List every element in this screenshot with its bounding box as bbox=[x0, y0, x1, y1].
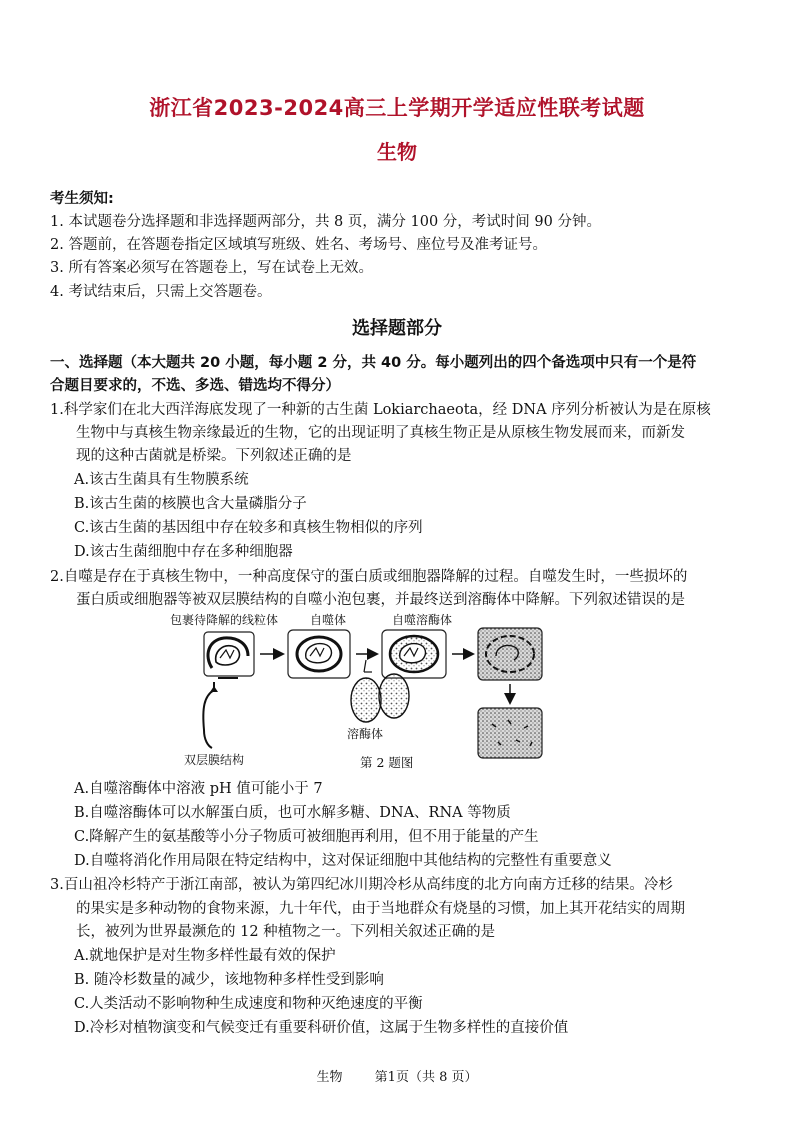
question-2-option-a: A.自噬溶酶体中溶液 pH 值可能小于 7 bbox=[74, 781, 323, 797]
page-footer bbox=[0, 1066, 794, 1085]
question-2-option-d: D.自噬将消化作用局限在特定结构中，这对保证细胞中其他结构的完整性有重要意义 bbox=[74, 853, 612, 869]
stage-2-autophagosome bbox=[288, 630, 350, 678]
notice-heading: 考生须知: bbox=[50, 191, 114, 207]
subject-title: 生物 bbox=[377, 140, 417, 164]
label-autophagosome: 自噬体 bbox=[310, 613, 347, 627]
question-2-option-b: B.自噬溶酶体可以水解蛋白质，也可水解多糖、DNA、RNA 等物质 bbox=[74, 805, 511, 821]
question-3-option-c: C.人类活动不影响物种生成速度和物种灭绝速度的平衡 bbox=[74, 996, 423, 1012]
question-1-option-c: C.该古生菌的基因组中存在较多和真核生物相似的序列 bbox=[74, 520, 423, 536]
exam-title: 浙江省2023-2024高三上学期开学适应性联考试题 bbox=[149, 96, 645, 120]
question-2-option-c: C.降解产生的氨基酸等小分子物质可被细胞再利用，但不用于能量的产生 bbox=[74, 829, 539, 845]
question-3-option-a: A.就地保护是对生物多样性最有效的保护 bbox=[74, 948, 336, 964]
question-1-text: 生物中与真核生物亲缘最近的生物，它的出现证明了真核生物正是从原核生物发展而来，而新发 bbox=[76, 425, 685, 441]
label-wrapped-mitochondrion: 包裹待降解的线粒体 bbox=[170, 613, 279, 627]
footer-page-number: 第1页（共 8 页） bbox=[374, 1070, 478, 1085]
label-double-membrane: 双层膜结构 bbox=[184, 753, 245, 767]
question-1-option-d: D.该古生菌细胞中存在多种细胞器 bbox=[74, 544, 293, 560]
label-lysosome: 溶酶体 bbox=[347, 727, 384, 741]
stage-3-autolysosome bbox=[382, 630, 446, 678]
notice-item: 4. 考试结束后，只需上交答题卷。 bbox=[50, 284, 272, 300]
question-2-text: 2.自噬是存在于真核生物中，一种高度保守的蛋白质或细胞器降解的过程。自噬发生时，一些损坏的 bbox=[50, 569, 688, 585]
question-3-text: 的果实是多种动物的食物来源，九十年代，由于当地群众有烧垦的习惯，加上其开花结实的周期 bbox=[76, 901, 685, 917]
question-1-option-a: A.该古生菌具有生物膜系统 bbox=[74, 472, 249, 488]
question-3-option-d: D.冷杉对植物演变和气候变迁有重要科研价值，这属于生物多样性的直接价值 bbox=[74, 1020, 569, 1036]
question-3-text: 长，被列为世界最濒危的 12 种植物之一。下列相关叙述正确的是 bbox=[76, 924, 496, 940]
notice-item: 3. 所有答案必须写在答题卷上，写在试卷上无效。 bbox=[50, 260, 373, 276]
stage-4-degrading bbox=[478, 628, 542, 680]
question-1-text: 现的这种古菌就是桥梁。下列叙述正确的是 bbox=[76, 448, 352, 464]
footer-subject: 生物 bbox=[316, 1070, 343, 1085]
question-1-text: 1.科学家们在北大西洋海底发现了一种新的古生菌 Lokiarchaeota，经 DNA 序列分析被认为是在原核 bbox=[50, 402, 711, 418]
question-2-text: 蛋白质或细胞器等被双层膜结构的自噬小泡包裹，并最终送到溶酶体中降解。下列叙述错误的是 bbox=[76, 592, 685, 608]
stage-1-wrapping bbox=[204, 632, 254, 678]
section-title: 选择题部分 bbox=[352, 318, 442, 339]
notice-item: 2. 答题前，在答题卷指定区域填写班级、姓名、考场号、座位号及准考证号。 bbox=[50, 237, 547, 253]
question-3-text: 3.百山祖冷杉特产于浙江南部，被认为第四纪冰川期冷杉从高纬度的北方向南方迁移的结果。冷杉 bbox=[50, 877, 673, 893]
question-3-option-b: B. 随冷杉数量的减少，该地物种多样性受到影响 bbox=[74, 972, 384, 988]
question-1-option-b: B.该古生菌的核膜也含大量磷脂分子 bbox=[74, 496, 307, 512]
figure-caption: 第 2 题图 bbox=[360, 755, 414, 770]
section-instruction: 合题目要求的，不选、多选、错选均不得分） bbox=[50, 378, 340, 394]
notice-item: 1. 本试题卷分选择题和非选择题两部分，共 8 页，满分 100 分，考试时间 90 分钟。 bbox=[50, 214, 601, 230]
section-instruction: 一、选择题（本大题共 20 小题，每小题 2 分，共 40 分。每小题列出的四个备选项中只有一个是符 bbox=[50, 355, 697, 371]
label-autolysosome: 自噬溶酶体 bbox=[392, 613, 453, 627]
stage-5-degraded bbox=[478, 708, 542, 758]
